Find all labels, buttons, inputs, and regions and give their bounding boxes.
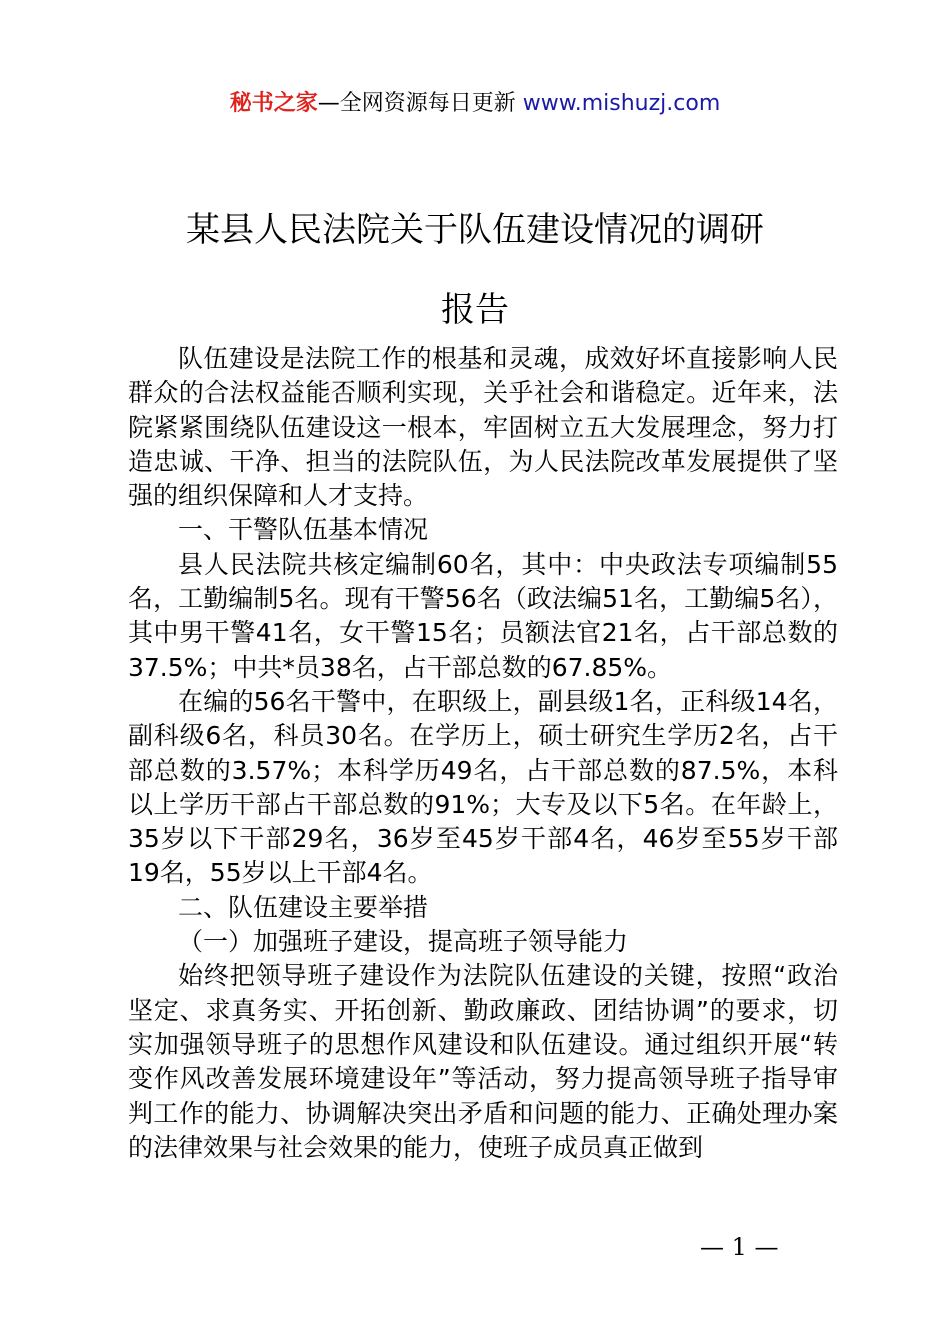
- paragraph-composition: 在编的56名干警中，在职级上，副县级1名，正科级14名，副科级6名，科员30名。在学历上，硕士研究生学历2名，占干部总数的3.57%；本科学历49名，占干部总数的87.5%，本科以上学历干部占干部总数的91%；大专及以下5名。在年龄上，35岁以下干部29名，36岁至45岁干部4名，46岁至55岁干部19名，55岁以上干部4名。: [128, 686, 838, 888]
- page-number: — 1 —: [700, 1233, 779, 1261]
- site-slogan: —全网资源每日更新: [317, 91, 516, 116]
- section-heading-2: 二、队伍建设主要举措: [178, 892, 429, 922]
- site-banner: [0, 88, 950, 120]
- paragraph-leadership: 始终把领导班子建设作为法院队伍建设的关键，按照“政治坚定、求真务实、开拓创新、勤政廉政、团结协调”的要求，切实加强领导班子的思想作风建设和队伍建设。通过组织开展“转变作风改善发展环境建设年”等活动，努力提高领导班子指导审判工作的能力、协调解决突出矛盾和问题的能力、正确处理办案的法律效果与社会效果的能力，使班子成员真正做到: [128, 961, 838, 1162]
- paragraph-staffing: 县人民法院共核定编制60名，其中：中央政法专项编制55名，工勤编制5名。现有干警56名（政法编51名，工勤编5名），其中男干警41名，女干警15名；员额法官21名，占干部总数的37.5%；中共*员38名，占干部总数的67.85%。: [128, 549, 838, 682]
- title-line-2: 报告: [441, 290, 509, 330]
- section-heading-1: 一、干警队伍基本情况: [178, 515, 429, 545]
- site-brand[interactable]: 秘书之家: [229, 91, 318, 116]
- subsection-heading-1: （一）加强班子建设，提高班子领导能力: [178, 927, 629, 957]
- document-title: [0, 190, 950, 350]
- paragraph-intro: 队伍建设是法院工作的根基和灵魂，成效好坏直接影响人民群众的合法权益能否顺利实现，关乎社会和谐稳定。近年来，法院紧紧围绕队伍建设这一根本，牢固树立五大发展理念，努力打造忠诚、干净、担当的法院队伍，为人民法院改革发展提供了坚强的组织保障和人才支持。: [128, 344, 838, 511]
- site-url-link[interactable]: www.mishuzj.com: [522, 91, 721, 116]
- document-body: [128, 342, 838, 1165]
- title-line-1: 某县人民法院关于队伍建设情况的调研: [186, 210, 764, 250]
